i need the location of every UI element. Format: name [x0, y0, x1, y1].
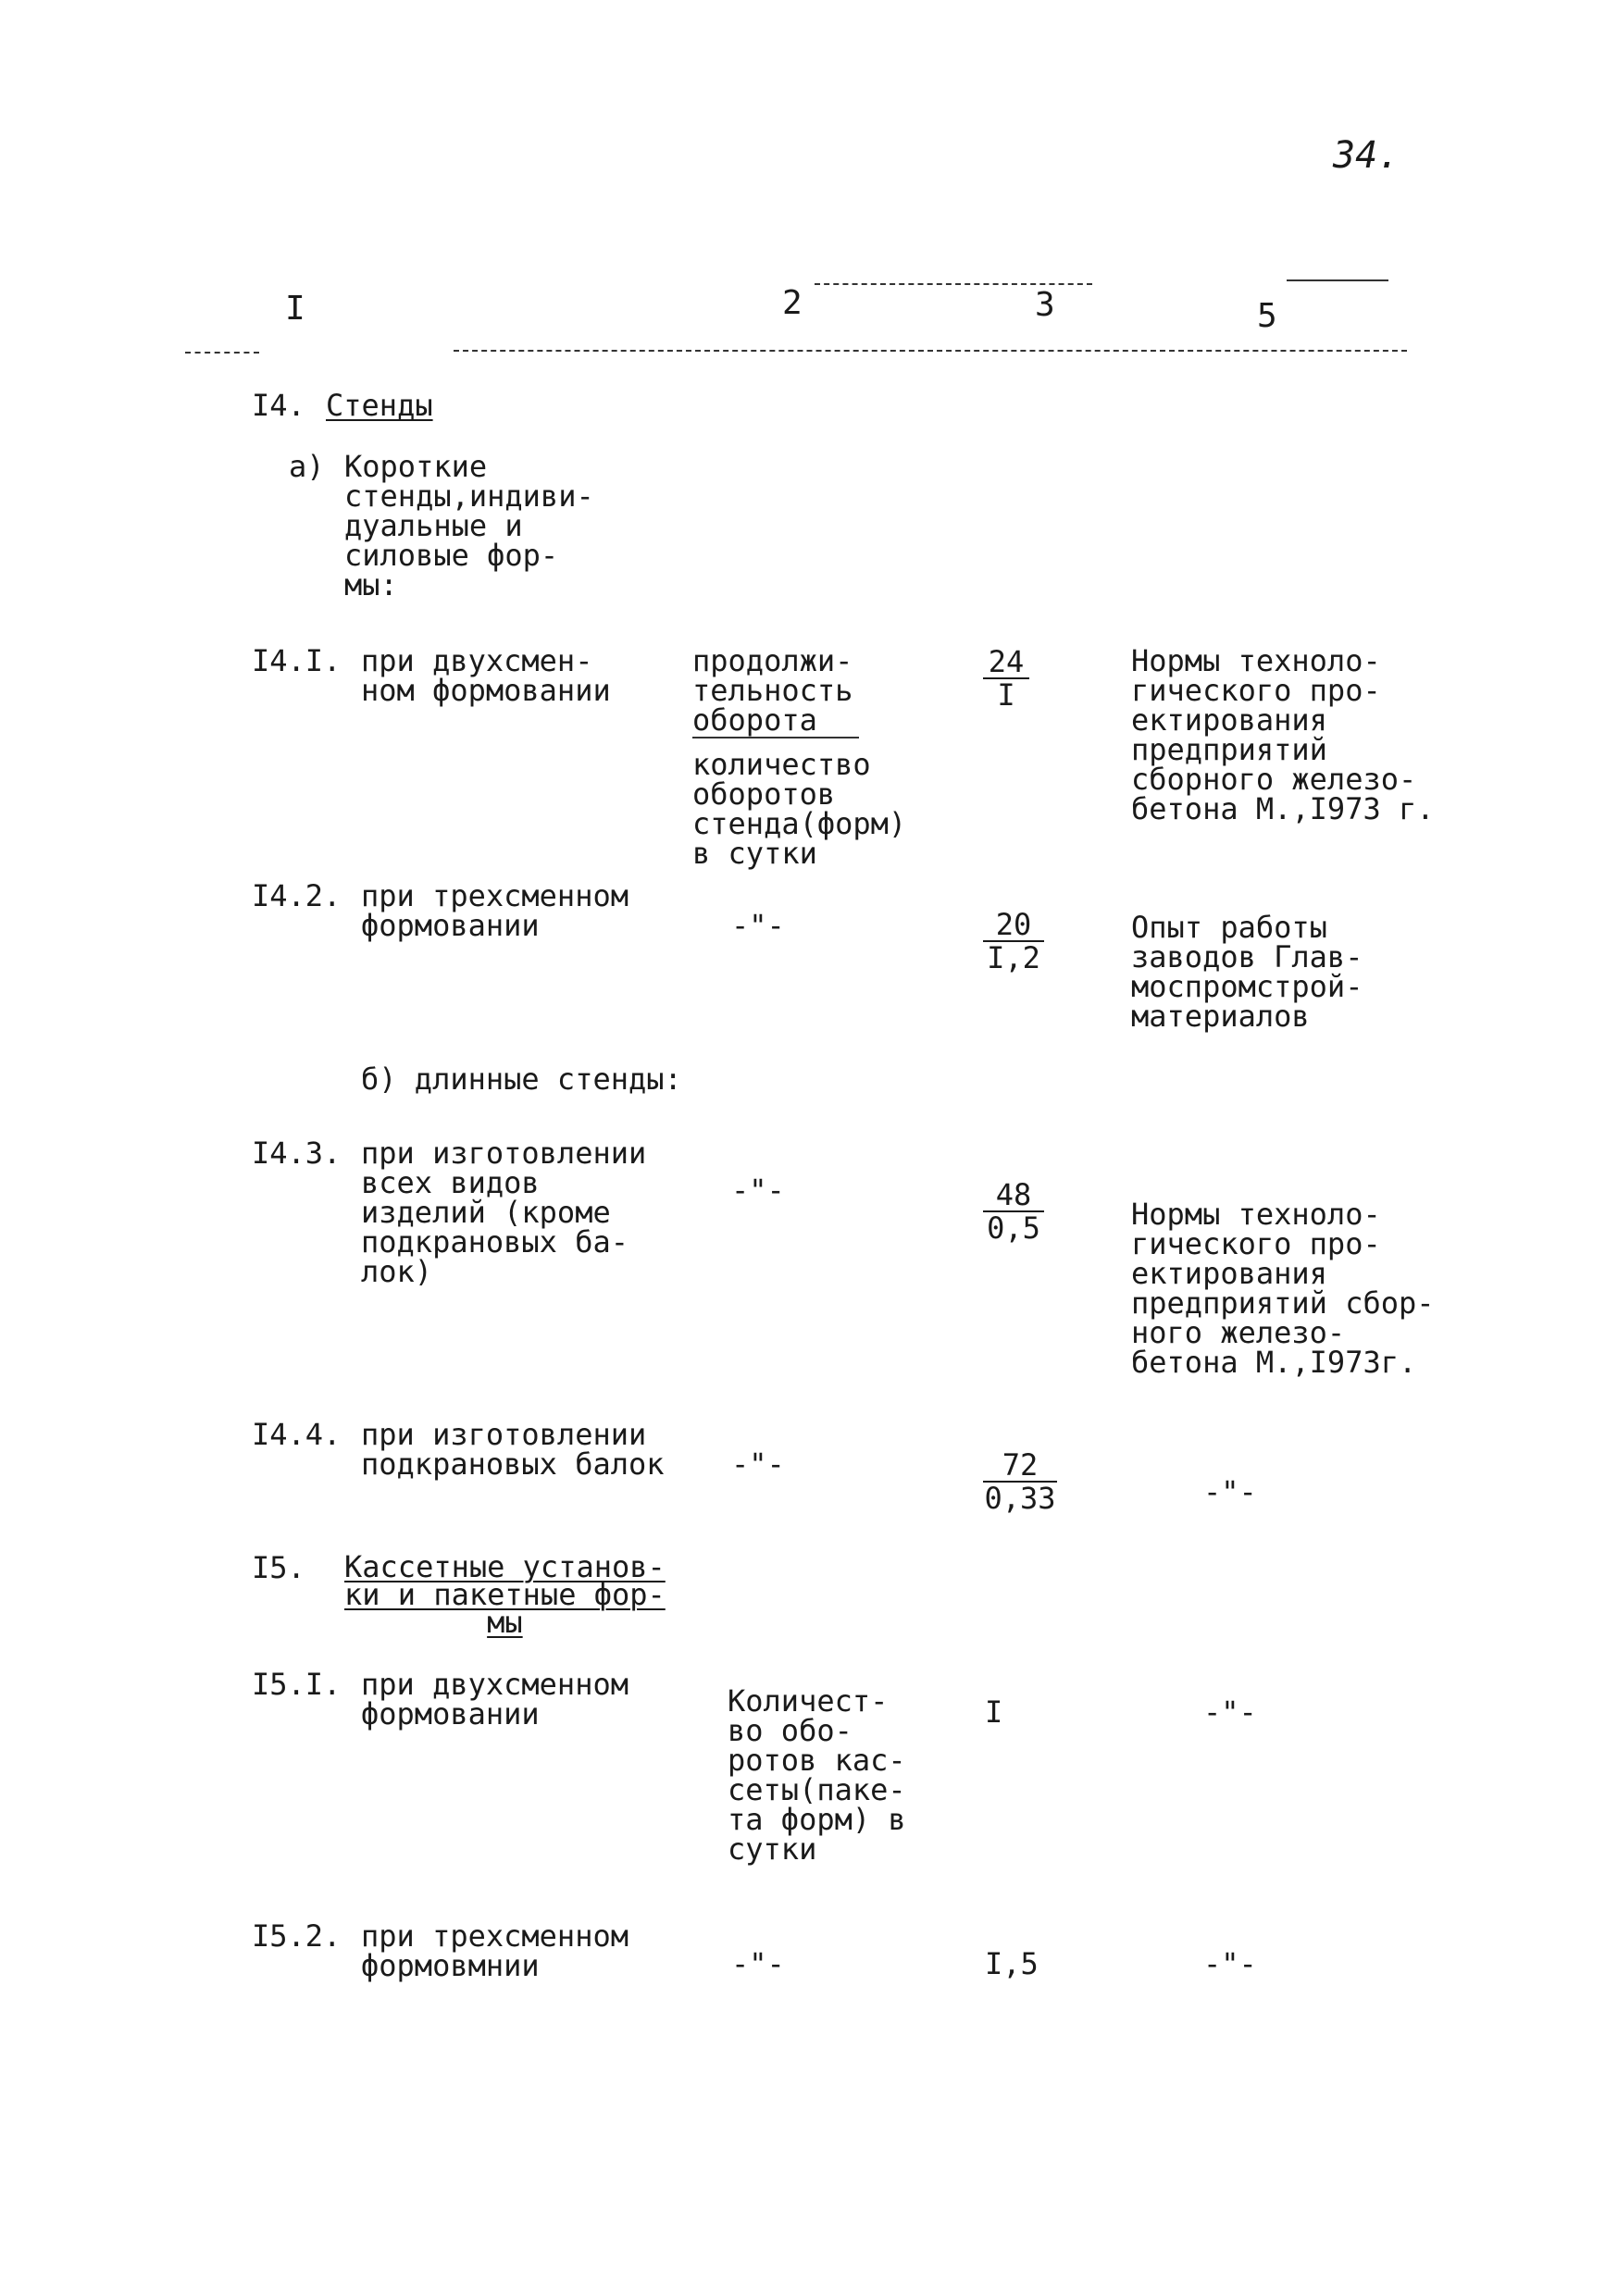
item-14-4-name: при изготовлении подкрановых балок	[361, 1417, 665, 1482]
subsection-a-label: а)	[289, 449, 325, 484]
item-14-3-source: Нормы техноло- гического про- ектирования предприятий сбор- ного железо- бетона М.,I973г.	[1131, 1197, 1435, 1380]
item-14-2-name: при трехсменном формовании	[361, 878, 629, 943]
item-14-3-value-denominator: 0,5	[987, 1210, 1040, 1246]
header-rule-bottom	[454, 350, 1407, 352]
item-14-4-param: -"-	[731, 1446, 785, 1482]
item-14-2-value-denominator: I,2	[987, 940, 1040, 975]
section-14-title: Стенды	[326, 388, 433, 423]
item-15-1-number: I5.I.	[252, 1667, 342, 1702]
item-14-4-value	[983, 1449, 1057, 1514]
item-15-2-number: I5.2.	[252, 1918, 342, 1954]
item-14-1-value-denominator: I	[997, 677, 1015, 713]
item-14-1-value	[983, 646, 1029, 711]
item-15-2-param: -"-	[731, 1946, 785, 1981]
column-header-2: 2	[782, 284, 803, 322]
item-15-2-source: -"-	[1203, 1946, 1257, 1981]
item-14-1-source: Нормы техноло- гического про- ектирования предприятий сборного железо- бетона М.,I973 г.	[1131, 643, 1435, 826]
header-rule-left	[185, 352, 259, 354]
item-15-1-value: I	[985, 1694, 1003, 1730]
page-number: 34.	[1333, 134, 1400, 177]
item-14-4-value-denominator: 0,33	[984, 1481, 1056, 1516]
item-14-1-param-top	[692, 643, 853, 738]
item-14-2-value	[983, 909, 1044, 974]
item-14-1-value-numerator: 24	[983, 646, 1029, 679]
section-15-number: I5.	[252, 1550, 305, 1585]
item-14-1-name: при двухсмен- ном формовании	[361, 643, 611, 708]
item-14-3-value	[983, 1179, 1044, 1244]
item-14-3-number: I4.3.	[252, 1136, 342, 1171]
item-14-1-param-underlined: продолжи- тельность оборота	[692, 643, 853, 738]
item-14-1-param-rest: количество оборотов стенда(форм) в сутки	[692, 747, 907, 871]
subsection-b-text: б) длинные стенды:	[361, 1061, 682, 1097]
item-14-3-name: при изготовлении всех видов изделий (кроме подкрановых ба- лок)	[361, 1136, 647, 1289]
item-14-2-source: Опыт работы заводов Глав- моспромстрой- материалов	[1131, 910, 1363, 1034]
subsection-a-text: Короткие стенды,индиви- дуальные и силовые фор- мы:	[344, 449, 594, 602]
item-14-3-param: -"-	[731, 1173, 785, 1208]
item-14-2-value-numerator: 20	[983, 909, 1044, 942]
column-header-1: I	[285, 290, 305, 328]
header-rule-top	[815, 283, 1092, 285]
item-14-4-number: I4.4.	[252, 1417, 342, 1452]
item-14-1-number: I4.I.	[252, 643, 342, 678]
item-15-1-source: -"-	[1203, 1694, 1257, 1730]
column-header-3: 3	[1035, 286, 1055, 324]
header-rule-top-right	[1287, 279, 1388, 281]
item-14-2-param: -"-	[731, 908, 785, 943]
item-14-2-number: I4.2.	[252, 878, 342, 913]
item-14-3-value-numerator: 48	[983, 1179, 1044, 1212]
section-15-title: Кассетные установ- ки и пакетные фор- мы	[344, 1549, 666, 1640]
item-14-4-value-numerator: 72	[983, 1449, 1057, 1483]
column-header-5: 5	[1257, 297, 1277, 335]
section-14-number: I4.	[252, 388, 305, 423]
item-15-1-name: при двухсменном формовании	[361, 1667, 629, 1731]
item-15-1-param: Количест- во обо- ротов кас- сеты(паке- та форм) в сутки	[728, 1683, 906, 1867]
item-14-1-param-rule	[692, 737, 859, 738]
item-15-2-name: при трехсменном формовмнии	[361, 1918, 629, 1983]
item-14-4-source: -"-	[1203, 1474, 1257, 1509]
item-15-2-value: I,5	[985, 1946, 1039, 1981]
